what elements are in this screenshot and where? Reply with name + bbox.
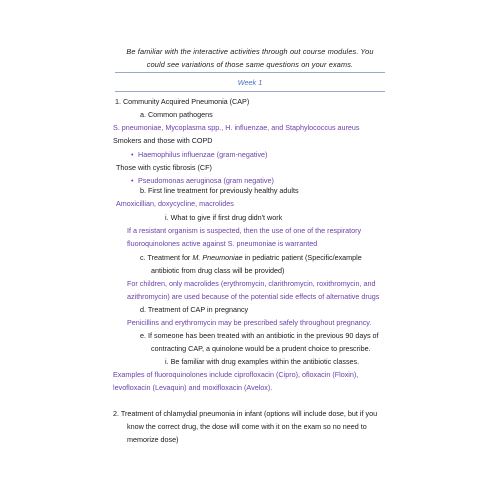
subheading-i: i. What to give if first drug didn't work [165,213,283,222]
body-text: Those with cystic fibrosis (CF) [116,163,212,172]
answer-text: levofloxacin (Levaquin) and moxifloxacin (Avelox). [113,383,273,392]
week-heading: Week 1 [237,78,263,87]
bullet-text: Pseudomonas aeruginosa (gram negative) [138,176,274,185]
intro-paragraph [100,45,400,71]
subheading-i: i. Be familiar with drug examples within the antibiotic classes. [165,357,360,366]
body-text: memorize dose) [127,435,179,444]
intro-line-1: Be familiar with the interactive activities through out course modules. You [126,47,374,56]
answer-text: fluoroquinolones active against S. pneumoniae is warranted [127,239,318,248]
answer-text: S. pneumoniae, Mycoplasma spp., H. influenzae, and Staphylococcus aureus [113,123,360,132]
subheading-d: d. Treatment of CAP in pregnancy [140,305,249,314]
divider-top [115,72,385,73]
subheading-c-rest: in pediatric patient (Specific/example [244,253,362,262]
intro-line-2: could see variations of those same questions on your exams. [146,60,354,69]
bullet-icon: • [131,176,134,185]
body-text: antibiotic from drug class will be provided) [151,266,285,275]
organism-name: M. Pneumoniae [192,253,243,262]
answer-text: Penicillins and erythromycin may be prescribed safely throughout pregnancy. [127,318,372,327]
answer-text: Examples of fluoroquinolones include ciprofloxacin (Cipro), ofloxacin (Floxin), [113,370,359,379]
subheading-c-lead: c. Treatment for [140,253,191,262]
body-text: Smokers and those with COPD [113,136,213,145]
body-text: contracting CAP, a quinolone would be a prudent choice to prescribe. [151,344,371,353]
body-text: know the correct drug, the dose will come with it on the exam so no need to [127,422,367,431]
section-2-heading: 2. Treatment of chlamydial pneumonia in infant (options will include dose, but if you [113,409,378,418]
bullet-item [131,176,274,186]
subheading-b: b. First line treatment for previously healthy adults [140,186,299,195]
answer-text: If a resistant organism is suspected, then the use of one of the respiratory [127,226,362,235]
subheading-a: a. Common pathogens [140,110,213,119]
subheading-c [140,253,362,263]
answer-text: For children, only macrolides (erythromycin, clarithromycin, roxithromycin, and [127,279,376,288]
answer-text: azithromycin) are used because of the potential side effects of alternative drugs [127,292,380,301]
bullet-text: Haemophilus influenzae (gram-negative) [138,150,268,159]
bullet-icon: • [131,150,134,159]
divider-bottom [115,91,385,92]
subheading-e: e. If someone has been treated with an antibiotic in the previous 90 days of [140,331,379,340]
answer-text: Amoxicillian, doxycycline, macrolides [116,199,234,208]
section-1-heading: 1. Community Acquired Pneumonia (CAP) [115,97,250,106]
bullet-item [131,150,267,160]
